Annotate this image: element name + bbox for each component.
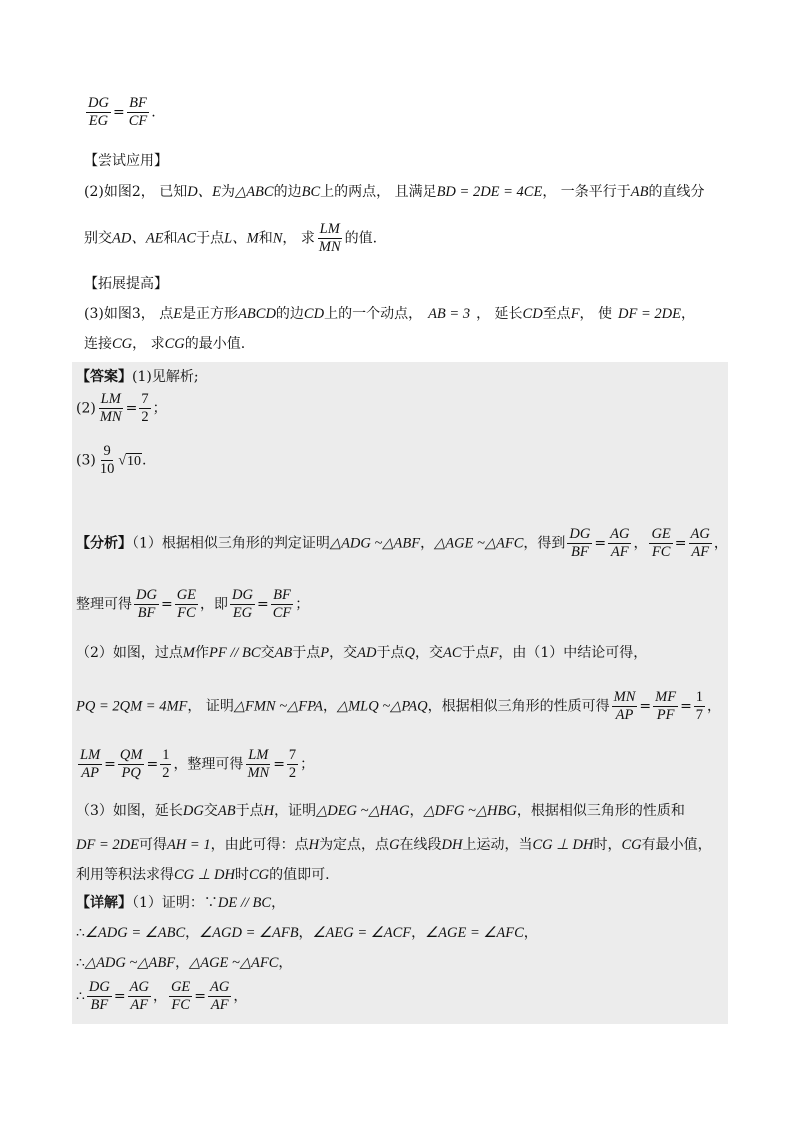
math: Q bbox=[404, 645, 415, 661]
denominator: CF bbox=[128, 113, 148, 129]
math: M bbox=[182, 645, 196, 661]
math: △ADG ~△ABF bbox=[84, 955, 176, 971]
math: △MLQ ~△PAQ bbox=[336, 698, 428, 715]
math: AH = 1 bbox=[166, 837, 211, 853]
math: AD、AE bbox=[112, 230, 164, 247]
fraction bbox=[208, 980, 231, 1013]
text: ， bbox=[680, 306, 695, 322]
fraction bbox=[118, 748, 145, 781]
fraction bbox=[86, 96, 111, 129]
analysis-line-7 bbox=[76, 834, 712, 854]
text: ，根据相似三角形的性质可得 bbox=[427, 698, 610, 715]
denominator: AP bbox=[615, 707, 634, 723]
answer-label: 【答案】 bbox=[76, 369, 132, 385]
text: ， bbox=[322, 698, 337, 715]
text: ； bbox=[152, 400, 167, 417]
text: 至点 bbox=[542, 306, 571, 322]
denominator: PF bbox=[656, 707, 675, 723]
text: 利用等积法求得 bbox=[76, 867, 174, 883]
text: ，交 bbox=[414, 645, 443, 661]
fraction bbox=[160, 748, 171, 781]
analysis-line-1: 【分析】（1）根据相似三角形的判定证明△ADG ~△ABF，△AGE ~△AFC，得到 $\frac{DG}{BF}$ = $\frac{AG}{AF}$ ， $\frac{GE}{FC}$ = $\frac{AG}{AF}$ ， bbox=[76, 526, 728, 560]
text: 可得 bbox=[138, 837, 167, 853]
denominator: AP bbox=[81, 765, 99, 781]
fraction bbox=[98, 444, 117, 477]
detail-label: 【详解】 bbox=[76, 895, 132, 911]
text: 的直线分 bbox=[648, 184, 705, 200]
math: CG bbox=[164, 336, 185, 352]
therefore-symbol: ∴ bbox=[76, 988, 85, 1005]
numerator: GE bbox=[651, 526, 671, 542]
text: 别交 bbox=[84, 230, 112, 247]
section-heading-extension bbox=[84, 273, 168, 293]
numerator: 7 bbox=[141, 391, 149, 407]
math: BD = 2DE = 4CE bbox=[436, 184, 543, 200]
denominator: BF bbox=[90, 997, 109, 1013]
analysis-line-4: PQ = 2QM = 4MF， 证明△FMN ~△FPA，△MLQ ~△PAQ，根据相似三角形的性质可得 $\frac{MN}{AP}$ = $\frac{MF}{PF}$ = $\frac{1}{7}$ ， bbox=[76, 689, 722, 723]
math: CG bbox=[621, 837, 642, 853]
denominator: MN bbox=[318, 239, 341, 255]
math: L、M bbox=[224, 230, 259, 247]
numerator: LM bbox=[100, 391, 121, 407]
numerator: MN bbox=[613, 689, 636, 705]
math: ∠AGE = ∠AFC bbox=[425, 925, 524, 941]
denominator: AF bbox=[130, 997, 149, 1013]
numerator: DG bbox=[136, 587, 157, 603]
denominator: EG bbox=[232, 605, 253, 621]
fraction bbox=[127, 96, 150, 129]
square-root: √10 bbox=[118, 453, 142, 469]
detail-line-3 bbox=[76, 952, 292, 972]
math: AB = 3 bbox=[428, 306, 471, 322]
numerator: 1 bbox=[695, 689, 704, 705]
text: ，整理可得 bbox=[173, 756, 244, 773]
text: ，证明 bbox=[274, 803, 317, 819]
text: 有最小值， bbox=[641, 837, 712, 853]
fraction bbox=[689, 527, 712, 560]
text: 时 bbox=[234, 867, 249, 883]
text: （1）根据相似三角形的判定证明 bbox=[132, 535, 330, 552]
numerator: 9 bbox=[103, 443, 111, 459]
detail-line-4: ∴ $\frac{DG}{BF}$ = $\frac{AG}{AF}$ ， $\frac{GE}{FC}$ = $\frac{AG}{AF}$ ， bbox=[76, 979, 248, 1013]
math: DE // BC bbox=[217, 895, 272, 911]
text: 上的两点， 且满足 bbox=[320, 184, 437, 200]
fraction bbox=[78, 748, 102, 781]
text: 于点 bbox=[235, 803, 264, 819]
math: F bbox=[489, 645, 499, 661]
text: (1)见解析; bbox=[132, 369, 199, 385]
text: 的边 bbox=[273, 184, 302, 200]
text: (2)如图2， 已知 bbox=[84, 184, 188, 200]
math: N bbox=[272, 230, 283, 247]
math: △DEG ~△HAG bbox=[316, 803, 410, 819]
math: DG bbox=[182, 803, 204, 819]
question-3-line-1 bbox=[84, 303, 695, 323]
text: ， bbox=[271, 895, 286, 911]
text: ， bbox=[420, 535, 435, 552]
math: D、E bbox=[187, 184, 222, 200]
text: ，由（1）中结论可得， bbox=[498, 645, 648, 661]
fraction bbox=[169, 980, 192, 1013]
numerator: MF bbox=[655, 689, 677, 705]
math: BC bbox=[301, 184, 321, 200]
section-heading-try-apply bbox=[84, 150, 168, 170]
therefore-symbol: ∴ bbox=[76, 955, 85, 971]
denominator: CF bbox=[272, 605, 292, 621]
question-2-line-1 bbox=[84, 180, 705, 201]
math: CG bbox=[248, 867, 270, 883]
text: 于点 bbox=[461, 645, 490, 661]
text: 连接 bbox=[84, 336, 112, 352]
fraction bbox=[567, 527, 592, 560]
fraction bbox=[317, 222, 343, 255]
fraction bbox=[653, 690, 678, 723]
denominator: BF bbox=[571, 544, 589, 560]
numerator: QM bbox=[119, 747, 143, 763]
text: (2) bbox=[76, 400, 96, 417]
numerator: LM bbox=[319, 221, 340, 237]
math: AD bbox=[357, 645, 377, 661]
text: （2）如图，过点 bbox=[76, 645, 183, 661]
text: 于点 bbox=[196, 230, 225, 247]
fraction bbox=[87, 980, 112, 1013]
fraction bbox=[287, 748, 298, 781]
text: （3）如图，延长 bbox=[76, 803, 183, 819]
denominator: BF bbox=[137, 605, 156, 621]
denominator: AF bbox=[210, 997, 229, 1013]
math: CD bbox=[303, 306, 325, 322]
text: ， bbox=[152, 988, 167, 1005]
numerator: GE bbox=[170, 979, 191, 995]
denominator: 2 bbox=[288, 765, 297, 781]
text: ； bbox=[295, 596, 310, 613]
numerator: LM bbox=[80, 747, 101, 763]
text: ， bbox=[233, 988, 248, 1005]
text: ，由此可得：点 bbox=[210, 837, 309, 853]
numerator: AG bbox=[690, 526, 710, 542]
math: G bbox=[389, 837, 400, 853]
text: 和 bbox=[163, 230, 178, 247]
text: 于点 bbox=[292, 645, 321, 661]
denominator: EG bbox=[88, 113, 109, 129]
text: 的值. bbox=[344, 230, 378, 247]
analysis-line-3 bbox=[76, 642, 647, 662]
text: 和 bbox=[258, 230, 273, 247]
math: AC bbox=[442, 645, 462, 661]
fraction bbox=[230, 588, 255, 621]
denominator: AF bbox=[610, 544, 629, 560]
numerator: LM bbox=[248, 747, 269, 763]
analysis-line-2: 整理可得 $\frac{DG}{BF}$ = $\frac{GE}{FC}$ ，即 $\frac{DG}{EG}$ = $\frac{BF}{CF}$ ； bbox=[76, 587, 310, 621]
math: ∠AGD = ∠AFB bbox=[199, 925, 299, 941]
question-3-line-2 bbox=[84, 333, 245, 353]
math: ∠ADG = ∠ABC bbox=[84, 925, 186, 941]
math: △FMN ~△FPA bbox=[233, 698, 323, 715]
denominator: FC bbox=[177, 605, 196, 621]
text: ， bbox=[175, 955, 190, 971]
text: ， bbox=[707, 698, 722, 715]
text: ，交 bbox=[329, 645, 358, 661]
numerator: DG bbox=[88, 979, 110, 995]
math: H bbox=[308, 837, 320, 853]
text: 的最小值. bbox=[184, 336, 246, 352]
analysis-line-8 bbox=[76, 864, 330, 884]
numerator: DG bbox=[569, 526, 591, 542]
denominator: AF bbox=[691, 544, 710, 560]
math: PQ = 2QM = 4MF bbox=[76, 698, 188, 715]
text: ； bbox=[300, 756, 315, 773]
text: ，根据相似三角形的性质和 bbox=[516, 803, 685, 819]
math: △ABC bbox=[235, 184, 274, 200]
math: ABCD bbox=[238, 306, 276, 322]
denominator: PQ bbox=[121, 765, 141, 781]
analysis-line-5: $\frac{LM}{AP}$ = $\frac{QM}{PQ}$ = $\frac{1}{2}$ ，整理可得 $\frac{LM}{MN}$ = $\frac{7}{2}$ ； bbox=[80, 747, 315, 781]
fraction bbox=[98, 392, 124, 425]
detail-line-1 bbox=[76, 892, 285, 912]
math: CG ⊥ DH bbox=[532, 837, 594, 853]
math: DF = 2DE bbox=[76, 837, 139, 853]
math: CG bbox=[112, 336, 133, 352]
numerator: AG bbox=[610, 526, 630, 542]
math: AB bbox=[217, 803, 236, 819]
denominator: 2 bbox=[162, 765, 170, 781]
analysis-label: 【分析】 bbox=[76, 535, 132, 552]
text: 上的一个动点， bbox=[324, 306, 423, 322]
math: AB bbox=[274, 645, 293, 661]
math: DH bbox=[441, 837, 463, 853]
text: 于点 bbox=[376, 645, 405, 661]
text: ， 证明 bbox=[187, 698, 234, 715]
text: ， 求 bbox=[132, 336, 165, 352]
math: △DFG ~△HBG bbox=[423, 803, 517, 819]
math: E bbox=[173, 306, 183, 322]
text: 为 bbox=[221, 184, 236, 200]
text: ， bbox=[633, 535, 648, 552]
text: 是正方形 bbox=[182, 306, 239, 322]
fraction bbox=[612, 690, 638, 723]
text: 在线段 bbox=[399, 837, 442, 853]
numerator: 7 bbox=[288, 747, 297, 763]
text: (3) bbox=[76, 452, 96, 469]
answer-line-3 bbox=[76, 444, 146, 477]
text: ，即 bbox=[200, 596, 229, 613]
text: ， bbox=[713, 535, 728, 552]
fraction bbox=[245, 748, 271, 781]
heading-text: 【尝试应用】 bbox=[84, 153, 168, 169]
denominator: 2 bbox=[141, 409, 149, 425]
text: ， bbox=[298, 925, 313, 941]
question-2-line-2 bbox=[84, 222, 377, 255]
numerator: DG bbox=[232, 587, 253, 603]
numerator: 1 bbox=[162, 747, 170, 763]
fraction bbox=[134, 588, 159, 621]
text: ， bbox=[278, 955, 293, 971]
heading-text: 【拓展提高】 bbox=[84, 276, 168, 292]
text: 时， bbox=[593, 837, 622, 853]
fraction bbox=[175, 588, 198, 621]
math: AC bbox=[177, 230, 197, 247]
text: 交 bbox=[203, 803, 218, 819]
text: ， bbox=[409, 803, 424, 819]
denominator: MN bbox=[99, 409, 122, 425]
math: △AGE ~△AFC bbox=[189, 955, 279, 971]
fraction bbox=[608, 527, 631, 560]
fraction bbox=[271, 588, 294, 621]
numerator: DG bbox=[88, 95, 109, 111]
math: H bbox=[263, 803, 275, 819]
denominator: MN bbox=[247, 765, 270, 781]
math: CG ⊥ DH bbox=[174, 867, 235, 883]
fraction bbox=[128, 980, 151, 1013]
numerator: BF bbox=[273, 587, 291, 603]
math: △AGE ~△AFC bbox=[434, 535, 524, 552]
text: 的值即可. bbox=[269, 867, 330, 883]
text: ， bbox=[411, 925, 426, 941]
text: 为定点，点 bbox=[319, 837, 390, 853]
radicand: 10 bbox=[127, 453, 142, 469]
text: 的边 bbox=[275, 306, 304, 322]
math: F bbox=[570, 306, 580, 322]
text: ， 一条平行于 bbox=[542, 184, 631, 200]
text: . bbox=[142, 452, 147, 469]
math: CD bbox=[522, 306, 543, 322]
text: ，得到 bbox=[523, 535, 566, 552]
numerator: AG bbox=[129, 979, 149, 995]
therefore-symbol: ∴ bbox=[76, 925, 85, 941]
fraction bbox=[649, 527, 672, 560]
numerator: BF bbox=[129, 95, 147, 111]
answer-line-2: (2) $\frac{LM}{MN}$ = $\frac{7}{2}$ ； bbox=[76, 391, 167, 425]
numerator: GE bbox=[176, 587, 197, 603]
fraction bbox=[139, 392, 150, 425]
text: 作 bbox=[195, 645, 210, 661]
text: ， 求 bbox=[282, 230, 315, 247]
numerator: AG bbox=[210, 979, 230, 995]
denominator: 7 bbox=[695, 707, 704, 723]
fraction bbox=[694, 690, 705, 723]
analysis-line-6 bbox=[76, 800, 685, 820]
text: 整理可得 bbox=[76, 596, 132, 613]
math: P bbox=[320, 645, 330, 661]
denominator: 10 bbox=[99, 461, 115, 477]
text: ， bbox=[185, 925, 200, 941]
detail-line-2 bbox=[76, 922, 538, 942]
text: ， bbox=[523, 925, 538, 941]
math: ∠AEG = ∠ACF bbox=[312, 925, 412, 941]
equation-line-1: $\frac{DG}{EG}$ = $\frac{BF}{CF}$ . bbox=[88, 95, 156, 129]
text: 交 bbox=[260, 645, 275, 661]
denominator: FC bbox=[171, 997, 190, 1013]
math: DF = 2DE bbox=[618, 306, 681, 322]
answer-line-1 bbox=[76, 366, 199, 386]
text: （1）证明：∵ bbox=[132, 895, 218, 911]
text: (3)如图3， 点 bbox=[84, 306, 174, 322]
math: △ADG ~△ABF bbox=[329, 535, 421, 552]
text: ， 使 bbox=[579, 306, 612, 322]
text: 上运动，当 bbox=[462, 837, 533, 853]
text: ， 延长 bbox=[476, 306, 523, 322]
math: PF // BC bbox=[209, 645, 261, 661]
denominator: FC bbox=[651, 544, 671, 560]
math: AB bbox=[630, 184, 649, 200]
